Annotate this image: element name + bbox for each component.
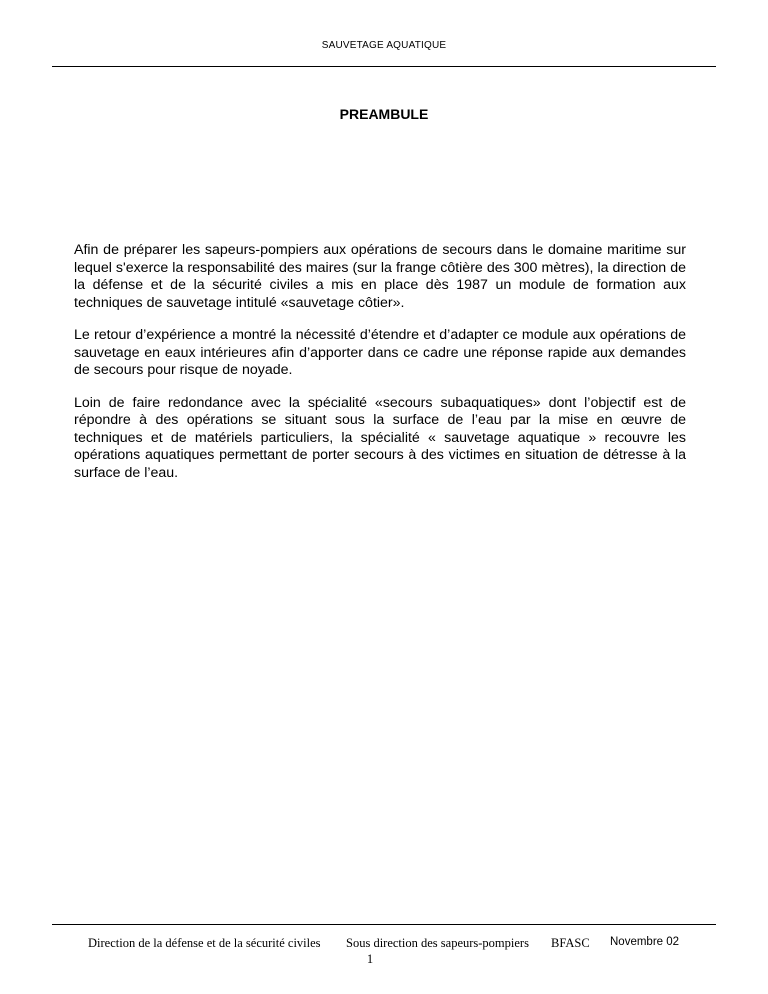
page-title: PREAMBULE — [339, 106, 429, 122]
running-header: SAUVETAGE AQUATIQUE — [321, 40, 447, 51]
header-rule — [52, 66, 716, 67]
footer-date: Novembre 02 — [610, 936, 680, 948]
paragraph-1: Afin de préparer les sapeurs-pompiers aux opérations de secours dans le domaine maritime sur lequel s'exerce la responsabilité des maires (sur la frange côtière des 300 mètres), la direction de la défense et de la sécurité civiles a mis en place dès 1987 un module de formation aux techniques de sauvetage intitulé «sauvetage côtier». — [74, 242, 686, 311]
footer-rule — [52, 924, 716, 925]
footer-office: BFASC — [551, 936, 590, 950]
footer-direction: Direction de la défense et de la sécurité civiles — [88, 936, 321, 950]
paragraph-2: Le retour d’expérience a montré la nécessité d’étendre et d’adapter ce module aux opérations de sauvetage en eaux intérieures afin d’apporter dans ce cadre une réponse rapide aux demandes de secours pour risque de noyade. — [74, 327, 686, 378]
page-number: 1 — [366, 952, 374, 966]
footer-sub-direction: Sous direction des sapeurs-pompiers — [346, 936, 529, 950]
body-text — [74, 242, 686, 497]
paragraph-3: Loin de faire redondance avec la spécialité «secours subaquatiques» dont l’objectif est de répondre à des opérations se situant sous la surface de l’eau par la mise en œuvre de techniques et de matériels particuliers, la spécialité « sauvetage aquatique » recouvre les opérations aquatiques permettant de porter secours à des victimes en situation de détresse à la surface de l’eau. — [74, 394, 686, 481]
